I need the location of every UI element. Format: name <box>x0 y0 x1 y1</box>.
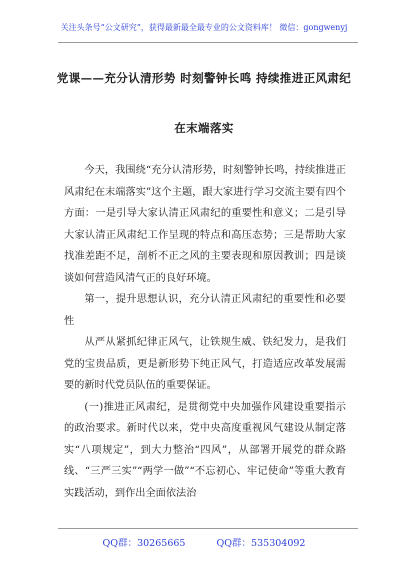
body-paragraph: 从严从紧抓纪律正风气，让铁规生威、铁纪发力，是我们党的宝贵品质，更是新形势下纯正风气，打造适应改革发展需要的新时代党员队伍的重要保证。 <box>64 337 346 391</box>
header-divider <box>58 42 358 43</box>
document-title-continued: 在末端落实 <box>174 121 234 135</box>
footer-divider <box>58 528 358 529</box>
body-paragraph: (一)推进正风肃纪，是贯彻党中央加强作风建设重要指示的政治要求。新时代以来，党中央高度重视风气建设从制定落实“八项规定”，到大力整治“四风”，从部署开展党的群众路线、“三严三实”“两学一做”“不忘初心、牢记使命”等重大教育实践活动，到作出全面依法治 <box>64 401 346 499</box>
document-title: 党课——充分认清形势 时刻警钟长鸣 持续推进正风肃纪 <box>56 71 352 85</box>
footer-contact <box>0 535 408 549</box>
body-paragraph-intro: 今天，我围绕“充分认清形势，时刻警钟长鸣，持续推进正风肃纪在末端落实”这个主题，跟大家进行学习交流主要有四个方面：一是引导大家认清正风肃纪的重要性和意义；二是引导大家认清正风肃纪工作呈现的特点和高压态势；三是帮助大家找准差距不足，剖析不正之风的主要表现和原因教训；四是谈谈如何营造风清气正的良好环境。 <box>64 165 346 284</box>
qq-group-2: QQ群：535304092 <box>216 538 306 549</box>
header-promo-text: 关注头条号“公文研究”，获得最新最全最专业的公文资料库！ 微信：gongwenyj <box>60 23 348 32</box>
qq-group-1: QQ群：30265665 <box>102 538 186 549</box>
document-body <box>64 160 346 504</box>
body-section-heading: 第一，提升思想认识，充分认清正风肃纪的重要性和必要性 <box>64 294 346 327</box>
